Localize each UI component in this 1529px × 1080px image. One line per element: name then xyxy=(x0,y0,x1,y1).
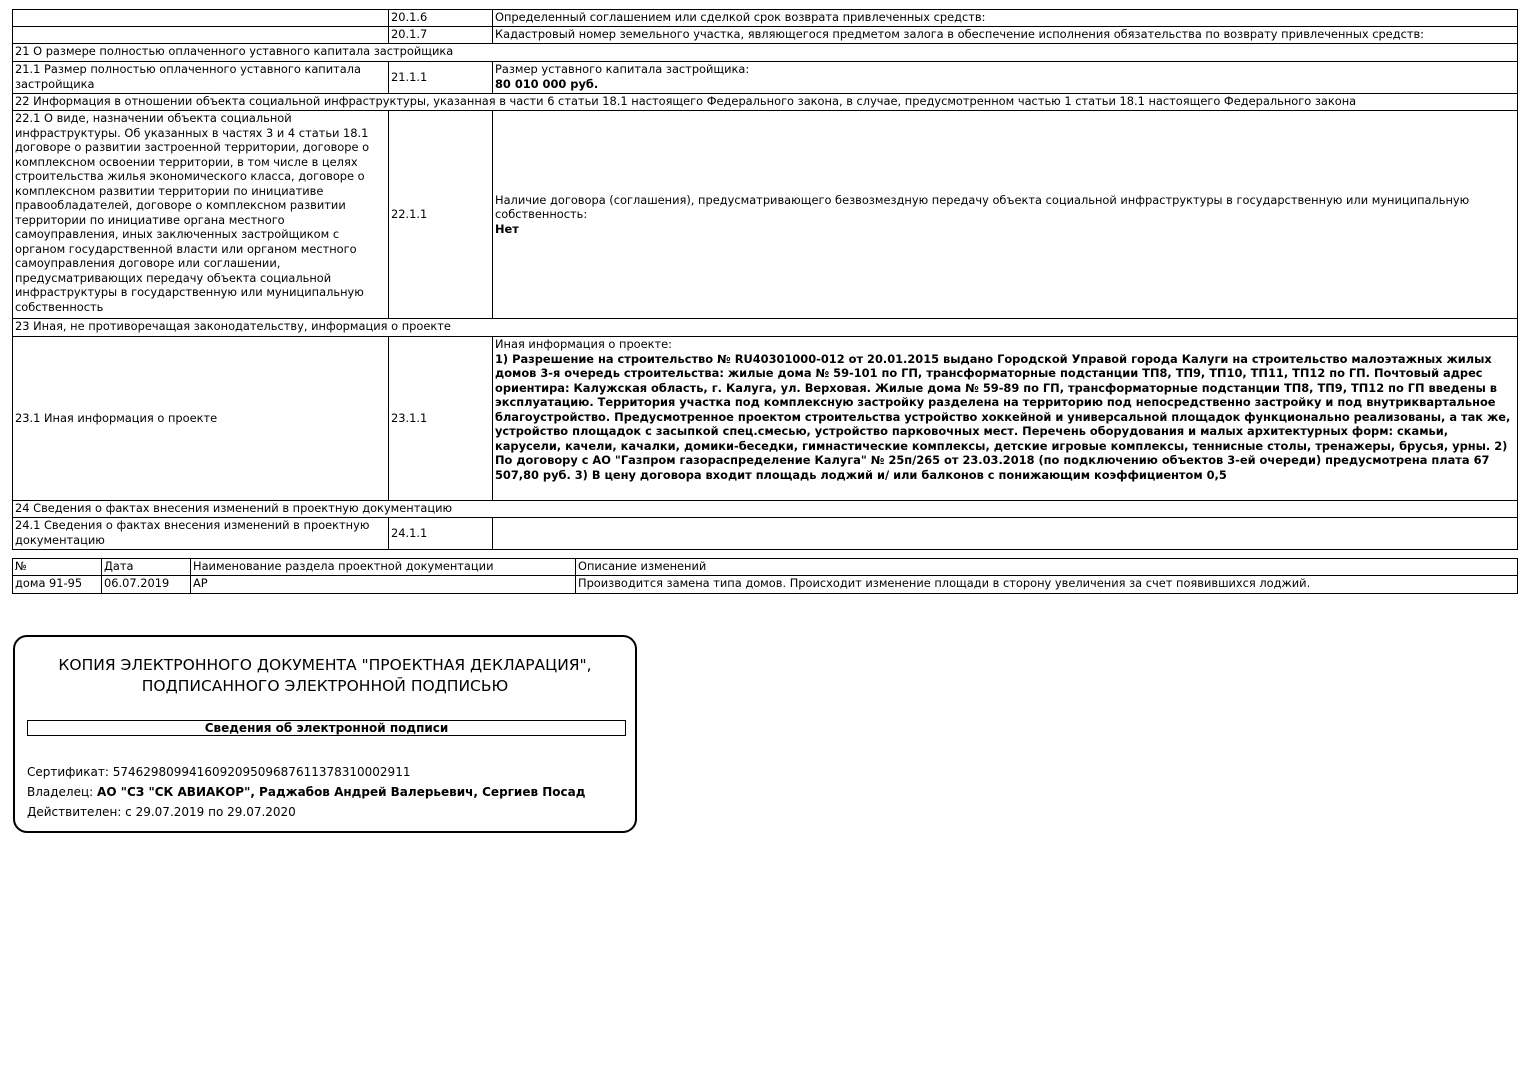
row-20-1-6 xyxy=(13,10,1518,27)
col-header-date: Дата xyxy=(102,559,191,576)
row-label: 21.1 Размер полностью оплаченного уставного капитала застройщика xyxy=(13,62,389,94)
signature-title-line: КОПИЯ ЭЛЕКТРОННОГО ДОКУМЕНТА "ПРОЕКТНАЯ ДЕКЛАРАЦИЯ", xyxy=(58,656,592,674)
certificate-line xyxy=(27,765,410,780)
validity-line xyxy=(27,805,296,820)
section-24 xyxy=(13,501,1518,518)
owner-value: АО "СЗ "СК АВИАКОР", Раджабов Андрей Валерьевич, Сергиев Посад xyxy=(97,785,586,799)
validity-label: Действителен: xyxy=(27,805,122,819)
section-title: 21 О размере полностью оплаченного уставного капитала застройщика xyxy=(13,44,1518,62)
certificate-value: 574629809941609209509687611378310002911 xyxy=(112,765,411,779)
signature-title-line: ПОДПИСАННОГО ЭЛЕКТРОННОЙ ПОДПИСЬЮ xyxy=(141,677,509,695)
row-text: Наличие договора (соглашения), предусматривающего безвозмездную передачу объекта социальной инфраструктуры в государственную или муниципальную собственность: xyxy=(495,192,1470,222)
row-code: 21.1.1 xyxy=(389,62,493,94)
row-21-1 xyxy=(13,62,1518,94)
row-text: Иная информация о проекте: xyxy=(495,337,673,351)
col-header-section: Наименование раздела проектной документации xyxy=(191,559,576,576)
change-number: дома 91-95 xyxy=(13,576,102,594)
row-24-1 xyxy=(13,518,1518,550)
row-code: 22.1.1 xyxy=(389,111,493,319)
declaration-table xyxy=(12,9,1518,550)
row-label: 24.1 Сведения о фактах внесения изменений в проектную документацию xyxy=(13,518,389,550)
row-text: Кадастровый номер земельного участка, являющегося предметом залога в обеспечение исполнения обязательства по возврату привлеченных средств: xyxy=(493,27,1518,44)
change-section: АР xyxy=(191,576,576,594)
row-20-1-7 xyxy=(13,27,1518,44)
row-code: 23.1.1 xyxy=(389,337,493,501)
row-content xyxy=(493,337,1518,501)
change-description: Производится замена типа домов. Происходит изменение площади в сторону увеличения за счет появившихся лоджий. xyxy=(576,576,1518,594)
owner-label: Владелец: xyxy=(27,785,94,799)
capital-value: 80 010 000 руб. xyxy=(495,76,599,91)
row-content xyxy=(493,62,1518,94)
row-code: 24.1.1 xyxy=(389,518,493,550)
changes-table xyxy=(12,558,1518,594)
col-header-number: № xyxy=(13,559,102,576)
section-23 xyxy=(13,319,1518,337)
table-row xyxy=(13,576,1518,594)
empty-cell xyxy=(13,10,389,27)
row-text xyxy=(493,518,1518,550)
owner-line xyxy=(27,785,585,800)
row-23-1 xyxy=(13,337,1518,501)
row-code: 20.1.7 xyxy=(389,27,493,44)
validity-value: с 29.07.2019 по 29.07.2020 xyxy=(125,805,296,819)
section-21 xyxy=(13,44,1518,62)
signature-stamp xyxy=(13,635,637,833)
changes-header-row xyxy=(13,559,1518,576)
row-code: 20.1.6 xyxy=(389,10,493,27)
empty-cell xyxy=(13,27,389,44)
change-date: 06.07.2019 xyxy=(102,576,191,594)
row-content xyxy=(493,111,1518,319)
agreement-value: Нет xyxy=(495,221,519,236)
certificate-label: Сертификат: xyxy=(27,765,109,779)
signature-info-header: Сведения об электронной подписи xyxy=(27,720,626,736)
section-22 xyxy=(13,94,1518,111)
signature-title xyxy=(15,655,635,697)
row-label: 23.1 Иная информация о проекте xyxy=(13,337,389,501)
col-header-description: Описание изменений xyxy=(576,559,1518,576)
row-22-1 xyxy=(13,111,1518,319)
project-info-value: 1) Разрешение на строительство № RU40301000-012 от 20.01.2015 выдано Городской Управой города Калуги на строительство малоэтажных жилых домов 3-я очередь строительства: жилые дома № 59-101 по ГП, трансформаторные подстанции ТП8, ТП9, ТП10, ТП11, ТП12 по ГП. Почтовый адрес ориентира: Калужская область, г. Калуга, ул. Верховая. Жилые дома № 59-89 по ГП, трансформаторные подстанции ТП8, ТП9, ТП12 по ГП введены в эксплуатацию. Территория участка под комплексную застройку разделена на территорию под непосредственно застройку и под внутриквартальное благоустройство. Предусмотренное проектом строительства устройство хоккейной и универсальной площадок функционально реализованы, а так же, устройство площадок с засыпкой спец.смесью, устройство парковочных мест. Перечень оборудования и малых архитектурных форм: скамьи, карусели, качели, качалки, домики-беседки, гимнастические комплексы, детские игровые комплексы, теннисные столы, тренажеры, брусья, урны. 2) По договору с АО "Газпром газораспределение Калуга" № 25п/265 от 23.03.2018 (по подключению объектов 3-ей очереди) предусмотрена плата 67 507,80 руб. 3) В цену договора входит площадь лоджий и/ или балконов с понижающим коэффициентом 0,5 xyxy=(495,351,1511,482)
row-label: 22.1 О виде, назначении объекта социальной инфраструктуры. Об указанных в частях 3 и 4 статьи 18.1 договоре о развитии застроенной территории, договоре о комплексном освоении территории, в том числе в целях строительства жилья экономического класса, договоре о комплексном развитии территории по инициативе правообладателей, договоре о комплексном развитии территории по инициативе органа местного самоуправления, иных заключенных застройщиком с органом государственной власти или органом местного самоуправления договоре или соглашении, предусматривающих передачу объекта социальной инфраструктуры в государственную или муниципальную собственность xyxy=(13,111,389,319)
section-title: 22 Информация в отношении объекта социальной инфраструктуры, указанная в части 6 статьи 18.1 настоящего Федерального закона, в случае, предусмотренном частью 1 статьи 18.1 настоящего Федерального закона xyxy=(13,94,1518,111)
row-text: Определенный соглашением или сделкой срок возврата привлеченных средств: xyxy=(493,10,1518,27)
section-title: 24 Сведения о фактах внесения изменений в проектную документацию xyxy=(13,501,1518,518)
section-title: 23 Иная, не противоречащая законодательству, информация о проекте xyxy=(13,319,1518,337)
row-text: Размер уставного капитала застройщика: xyxy=(495,62,750,76)
